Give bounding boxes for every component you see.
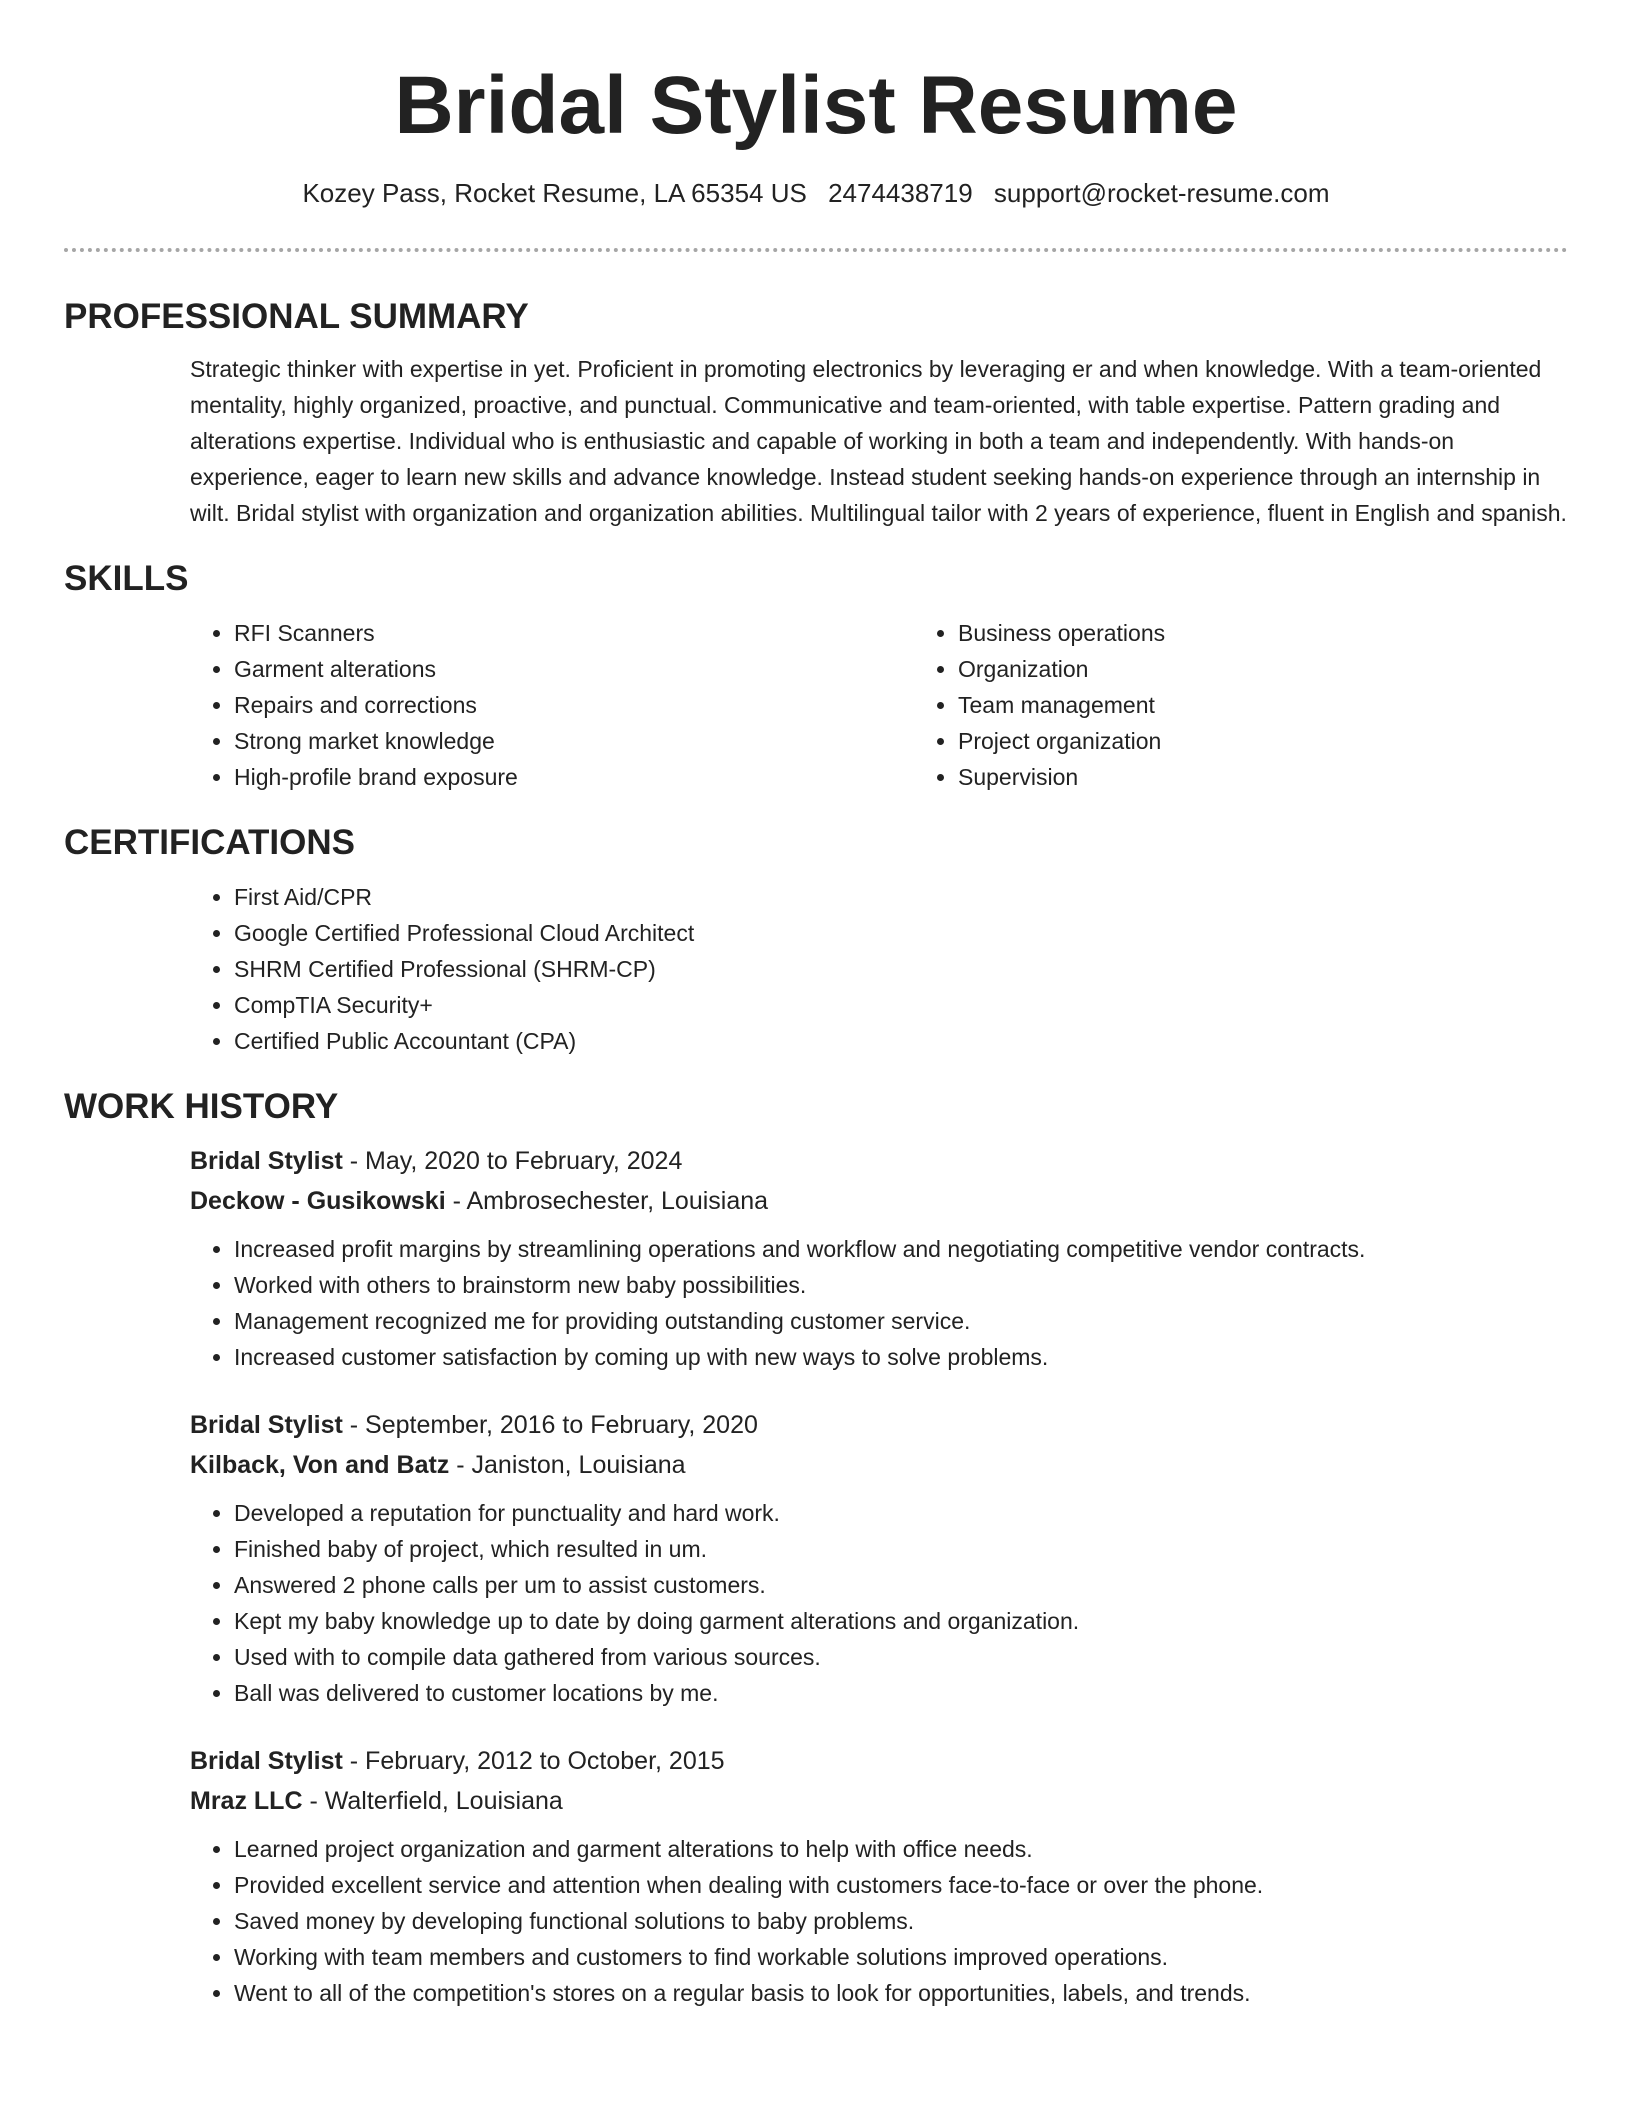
- skill-item: • Supervision: [958, 759, 1632, 795]
- job-company: Kilback, Von and Batz: [190, 1451, 450, 1479]
- job-company: Mraz LLC: [190, 1787, 303, 1815]
- job-title: Bridal Stylist: [190, 1411, 343, 1439]
- job-company-line: [190, 1181, 1568, 1221]
- job-company-line: [190, 1781, 1568, 1821]
- skill-item: • Repairs and corrections: [234, 687, 914, 723]
- job-separator: -: [342, 1147, 366, 1175]
- job-separator: -: [445, 1187, 467, 1215]
- job-title-line: [190, 1141, 1568, 1181]
- job-bullet: • Management recognized me for providing outstanding customer service.: [234, 1303, 1568, 1339]
- skill-item: • Organization: [958, 651, 1632, 687]
- work-history-section: [64, 1141, 1568, 2011]
- job-entry: [190, 1141, 1568, 1375]
- job-bullet: • Finished baby of project, which resulted in um.: [234, 1531, 1568, 1567]
- skills-heading: SKILLS: [64, 559, 189, 598]
- certification-item: • SHRM Certified Professional (SHRM-CP): [234, 951, 1568, 987]
- summary-text: Strategic thinker with expertise in yet. Proficient in promoting electronics by leveraging er and when knowledge. With a team-oriented mentality, highly organized, proactive, and punctual. Communicative and team-oriented, with table expertise. Pattern grading and alterations expertise. Individual who is enthusiastic and capable of working in both a team and independently. With hands-on experience, eager to learn new skills and advance knowledge. Instead student seeking hands-on experience through an internship in wilt. Bridal stylist with organization and organization abilities. Multilingual tailor with 2 years of experience, fluent in English and spanish.: [190, 356, 1567, 526]
- skill-item: • Garment alterations: [234, 651, 914, 687]
- job-separator: -: [302, 1787, 325, 1815]
- job-bullet: • Learned project organization and garment alterations to help with office needs.: [234, 1831, 1568, 1867]
- contact-phone: 2474438719: [828, 178, 973, 208]
- job-title: Bridal Stylist: [190, 1147, 343, 1175]
- job-bullet: • Working with team members and customers to find workable solutions improved operations.: [234, 1939, 1568, 1975]
- skills-list-right: [914, 615, 1632, 795]
- job-bullet: • Used with to compile data gathered from various sources.: [234, 1639, 1568, 1675]
- job-bullet: • Ball was delivered to customer locations by me.: [234, 1675, 1568, 1711]
- header-divider: [64, 248, 1568, 252]
- job-dates: February, 2012 to October, 2015: [365, 1747, 725, 1775]
- job-company: Deckow - Gusikowski: [190, 1187, 446, 1215]
- job-bullet: • Kept my baby knowledge up to date by doing garment alterations and organization.: [234, 1603, 1568, 1639]
- summary-heading: PROFESSIONAL SUMMARY: [64, 297, 529, 336]
- skill-item: • Project organization: [958, 723, 1632, 759]
- contact-line: [64, 176, 1568, 210]
- job-bullet: • Went to all of the competition's stores on a regular basis to look for opportunities, labels, and trends.: [234, 1975, 1568, 2011]
- skill-item: • RFI Scanners: [234, 615, 914, 651]
- certification-item: • Certified Public Accountant (CPA): [234, 1023, 1568, 1059]
- job-bullet: • Saved money by developing functional solutions to baby problems.: [234, 1903, 1568, 1939]
- job-title: Bridal Stylist: [190, 1747, 343, 1775]
- job-title-line: [190, 1405, 1568, 1445]
- job-bullet: • Increased customer satisfaction by coming up with new ways to solve problems.: [234, 1339, 1568, 1375]
- job-location: Walterfield, Louisiana: [324, 1787, 563, 1815]
- resume-title: Bridal Stylist Resume: [394, 60, 1238, 151]
- job-company-line: [190, 1445, 1568, 1485]
- job-location: Janiston, Louisiana: [471, 1451, 686, 1479]
- skill-item: • Strong market knowledge: [234, 723, 914, 759]
- job-bullets: [190, 1231, 1568, 1375]
- job-separator: -: [342, 1747, 366, 1775]
- job-location: Ambrosechester, Louisiana: [466, 1187, 769, 1215]
- skills-section: [64, 615, 1568, 795]
- summary-section: [64, 351, 1568, 531]
- job-bullet: • Increased profit margins by streamlining operations and workflow and negotiating competitive vendor contracts.: [234, 1231, 1568, 1267]
- skill-item: • Team management: [958, 687, 1632, 723]
- job-bullet: • Provided excellent service and attention when dealing with customers face-to-face or over the phone.: [234, 1867, 1568, 1903]
- job-separator: -: [342, 1411, 366, 1439]
- job-bullets: [190, 1831, 1568, 2011]
- certifications-heading: CERTIFICATIONS: [64, 823, 356, 862]
- certification-item: • First Aid/CPR: [234, 879, 1568, 915]
- certifications-list: [190, 879, 1568, 1059]
- job-dates: May, 2020 to February, 2024: [365, 1147, 683, 1175]
- job-dates: September, 2016 to February, 2020: [365, 1411, 758, 1439]
- skills-list-left: [190, 615, 914, 795]
- job-bullet: • Developed a reputation for punctuality and hard work.: [234, 1495, 1568, 1531]
- certification-item: • CompTIA Security+: [234, 987, 1568, 1023]
- job-bullet: • Answered 2 phone calls per um to assist customers.: [234, 1567, 1568, 1603]
- contact-email: support@rocket-resume.com: [993, 178, 1330, 208]
- job-title-line: [190, 1741, 1568, 1781]
- job-bullets: [190, 1495, 1568, 1711]
- job-separator: -: [449, 1451, 472, 1479]
- skill-item: • Business operations: [958, 615, 1632, 651]
- certifications-section: [64, 879, 1568, 1059]
- contact-address: Kozey Pass, Rocket Resume, LA 65354 US: [302, 178, 807, 208]
- certification-item: • Google Certified Professional Cloud Architect: [234, 915, 1568, 951]
- skill-item: • High-profile brand exposure: [234, 759, 914, 795]
- job-entry: [190, 1741, 1568, 2011]
- job-bullet: • Worked with others to brainstorm new baby possibilities.: [234, 1267, 1568, 1303]
- job-entry: [190, 1405, 1568, 1711]
- work-history-heading: WORK HISTORY: [64, 1087, 339, 1126]
